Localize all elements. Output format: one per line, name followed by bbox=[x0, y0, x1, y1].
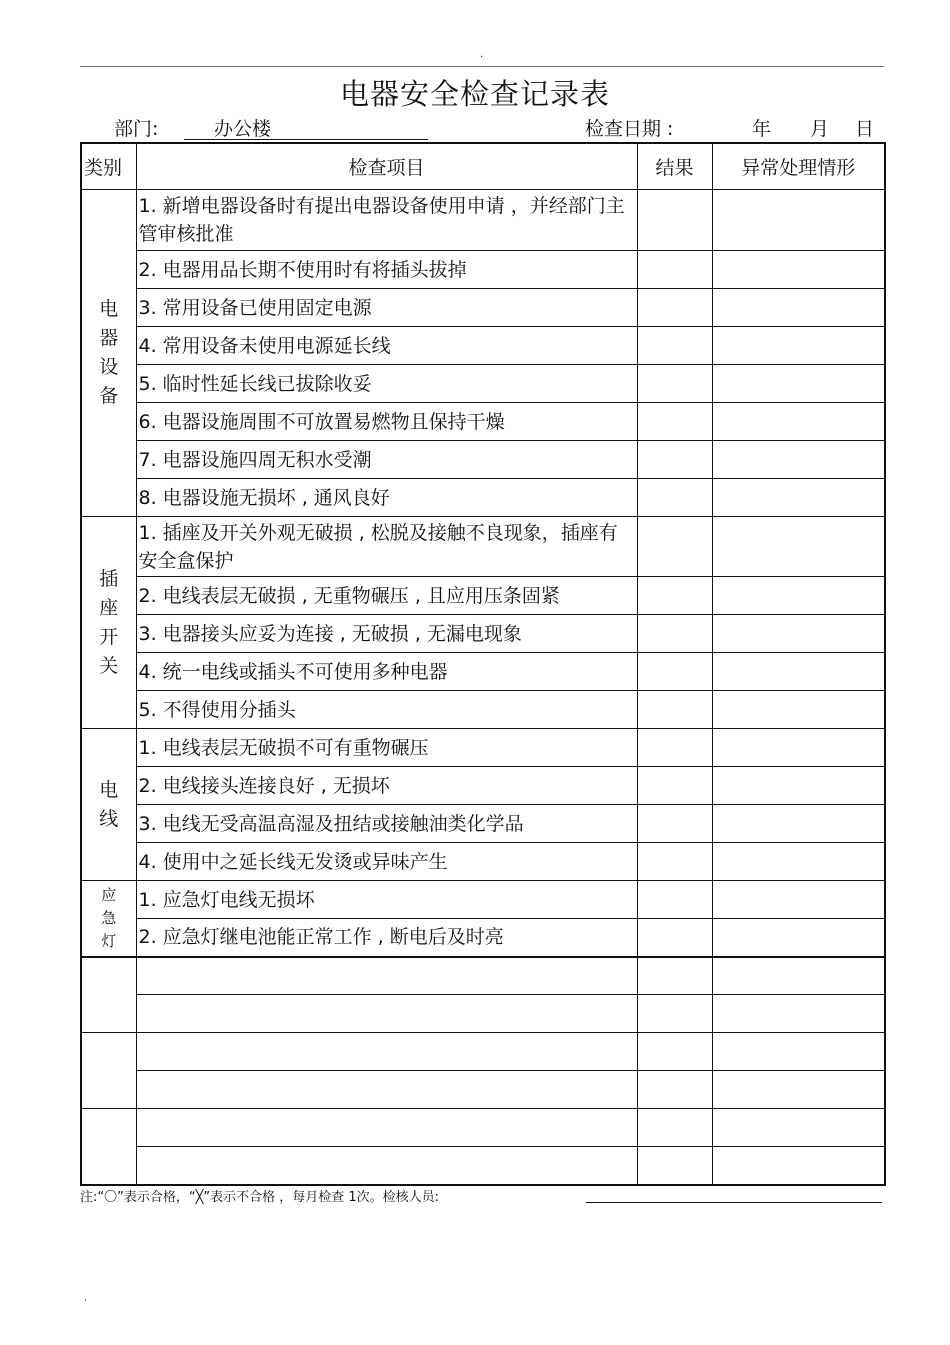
table-row bbox=[81, 805, 885, 843]
check-item: 1. 电线表层无破损不可有重物碾压 bbox=[136, 729, 637, 767]
handling-cell[interactable] bbox=[712, 653, 885, 691]
department-value[interactable]: 办公楼 bbox=[214, 118, 272, 140]
result-cell[interactable] bbox=[637, 577, 712, 615]
result-cell[interactable] bbox=[637, 1147, 712, 1185]
date-label: 检查日期 : bbox=[585, 118, 674, 140]
header-handling: 异常处理情形 bbox=[712, 143, 885, 190]
table-row bbox=[81, 441, 885, 479]
category-emergency-light: 应 急 灯 bbox=[81, 881, 136, 957]
handling-cell[interactable] bbox=[712, 691, 885, 729]
check-item: 3. 常用设备已使用固定电源 bbox=[136, 289, 637, 327]
check-item: 2. 电线接头连接良好 , 无损坏 bbox=[136, 767, 637, 805]
check-item: 4. 统一电线或插头不可使用多种电器 bbox=[136, 653, 637, 691]
check-item: 1. 新增电器设备时有提出电器设备使用申请 ，并经部门主管审核批准 bbox=[136, 190, 637, 251]
result-cell[interactable] bbox=[637, 403, 712, 441]
handling-cell[interactable] bbox=[712, 251, 885, 289]
result-cell[interactable] bbox=[637, 881, 712, 919]
table-row bbox=[81, 403, 885, 441]
check-item: 3. 电器接头应妥为连接 , 无破损 , 无漏电现象 bbox=[136, 615, 637, 653]
table-row bbox=[81, 767, 885, 805]
handling-cell[interactable] bbox=[712, 881, 885, 919]
blank-category-cell[interactable] bbox=[81, 1033, 136, 1109]
result-cell[interactable] bbox=[637, 441, 712, 479]
table-row bbox=[81, 729, 885, 767]
blank-row bbox=[81, 1033, 885, 1071]
table-row bbox=[81, 843, 885, 881]
table-row bbox=[81, 881, 885, 919]
category-socket-switch: 插 座 开 关 bbox=[81, 517, 136, 729]
blank-item-cell[interactable] bbox=[136, 1033, 637, 1071]
category-electrical-equipment: 电 器 设 备 bbox=[81, 190, 136, 517]
page-title: 电器安全检查记录表 bbox=[339, 77, 610, 111]
result-cell[interactable] bbox=[637, 729, 712, 767]
result-cell[interactable] bbox=[637, 843, 712, 881]
table-row bbox=[81, 919, 885, 957]
blank-category-cell[interactable] bbox=[81, 957, 136, 1033]
blank-row bbox=[81, 957, 885, 995]
handling-cell[interactable] bbox=[712, 1109, 885, 1147]
table-row bbox=[81, 691, 885, 729]
department-underline bbox=[184, 139, 428, 140]
result-cell[interactable] bbox=[637, 995, 712, 1033]
header-result: 结果 bbox=[637, 143, 712, 190]
result-cell[interactable] bbox=[637, 1033, 712, 1071]
handling-cell[interactable] bbox=[712, 479, 885, 517]
table-row bbox=[81, 327, 885, 365]
check-item: 5. 不得使用分插头 bbox=[136, 691, 637, 729]
handling-cell[interactable] bbox=[712, 995, 885, 1033]
blank-row bbox=[81, 1071, 885, 1109]
blank-item-cell[interactable] bbox=[136, 1109, 637, 1147]
table-row bbox=[81, 251, 885, 289]
handling-cell[interactable] bbox=[712, 190, 885, 251]
blank-item-cell[interactable] bbox=[136, 957, 637, 995]
result-cell[interactable] bbox=[637, 653, 712, 691]
result-cell[interactable] bbox=[637, 767, 712, 805]
handling-cell[interactable] bbox=[712, 365, 885, 403]
table-row bbox=[81, 577, 885, 615]
table-row bbox=[81, 289, 885, 327]
handling-cell[interactable] bbox=[712, 327, 885, 365]
check-item: 4. 使用中之延长线无发烫或异味产生 bbox=[136, 843, 637, 881]
check-item: 7. 电器设施四周无积水受潮 bbox=[136, 441, 637, 479]
blank-row bbox=[81, 1109, 885, 1147]
result-cell[interactable] bbox=[637, 1109, 712, 1147]
handling-cell[interactable] bbox=[712, 1033, 885, 1071]
handling-cell[interactable] bbox=[712, 577, 885, 615]
inspector-signature-line[interactable] bbox=[586, 1202, 882, 1203]
handling-cell[interactable] bbox=[712, 1071, 885, 1109]
check-item: 1. 应急灯电线无损坏 bbox=[136, 881, 637, 919]
result-cell[interactable] bbox=[637, 919, 712, 957]
result-cell[interactable] bbox=[637, 479, 712, 517]
result-cell[interactable] bbox=[637, 957, 712, 995]
handling-cell[interactable] bbox=[712, 441, 885, 479]
date-day[interactable]: 日 bbox=[855, 118, 875, 140]
result-cell[interactable] bbox=[637, 517, 712, 577]
blank-row bbox=[81, 1147, 885, 1185]
handling-cell[interactable] bbox=[712, 805, 885, 843]
check-item: 6. 电器设施周围不可放置易燃物且保持干燥 bbox=[136, 403, 637, 441]
table-row bbox=[81, 615, 885, 653]
blank-item-cell[interactable] bbox=[136, 1147, 637, 1185]
check-item: 4. 常用设备未使用电源延长线 bbox=[136, 327, 637, 365]
result-cell[interactable] bbox=[637, 190, 712, 251]
result-cell[interactable] bbox=[637, 691, 712, 729]
handling-cell[interactable] bbox=[712, 957, 885, 995]
footer-note: 注:“〇”表示合格，“╳”表示不合格 ，每月检查 1次。检核人员: bbox=[80, 1190, 440, 1205]
check-item: 3. 电线无受高温高湿及扭结或接触油类化学品 bbox=[136, 805, 637, 843]
table-row bbox=[81, 653, 885, 691]
check-item: 2. 应急灯继电池能正常工作 , 断电后及时亮 bbox=[136, 919, 637, 957]
result-cell[interactable] bbox=[637, 1071, 712, 1109]
handling-cell[interactable] bbox=[712, 517, 885, 577]
table-row bbox=[81, 479, 885, 517]
inspection-table bbox=[80, 142, 886, 1186]
check-item: 2. 电线表层无破损 , 无重物碾压 , 且应用压条固紧 bbox=[136, 577, 637, 615]
handling-cell[interactable] bbox=[712, 403, 885, 441]
header-row bbox=[81, 143, 885, 190]
check-item: 1. 插座及开关外观无破损 , 松脱及接触不良现象，插座有安全盒保护 bbox=[136, 517, 637, 577]
check-item: 2. 电器用品长期不使用时有将插头拔掉 bbox=[136, 251, 637, 289]
result-cell[interactable] bbox=[637, 365, 712, 403]
header-item: 检查项目 bbox=[136, 143, 637, 190]
result-cell[interactable] bbox=[637, 615, 712, 653]
handling-cell[interactable] bbox=[712, 919, 885, 957]
blank-category-cell[interactable] bbox=[81, 1109, 136, 1185]
handling-cell[interactable] bbox=[712, 843, 885, 881]
blank-item-cell[interactable] bbox=[136, 995, 637, 1033]
table-row bbox=[81, 365, 885, 403]
check-item: 8. 电器设施无损坏 , 通风良好 bbox=[136, 479, 637, 517]
handling-cell[interactable] bbox=[712, 289, 885, 327]
handling-cell[interactable] bbox=[712, 767, 885, 805]
result-cell[interactable] bbox=[637, 805, 712, 843]
handling-cell[interactable] bbox=[712, 729, 885, 767]
page-dot-top: · bbox=[480, 52, 484, 63]
result-cell[interactable] bbox=[637, 251, 712, 289]
date-month[interactable]: 月 bbox=[810, 118, 830, 140]
header-category: 类别 bbox=[81, 143, 136, 190]
table-row bbox=[81, 517, 885, 577]
category-wires: 电 线 bbox=[81, 729, 136, 881]
header-rule bbox=[80, 66, 884, 67]
handling-cell[interactable] bbox=[712, 615, 885, 653]
table-row bbox=[81, 190, 885, 251]
check-item: 5. 临时性延长线已拔除收妥 bbox=[136, 365, 637, 403]
blank-row bbox=[81, 995, 885, 1033]
result-cell[interactable] bbox=[637, 327, 712, 365]
date-year[interactable]: 年 bbox=[752, 118, 772, 140]
handling-cell[interactable] bbox=[712, 1147, 885, 1185]
page-dot-bottom: · bbox=[84, 1296, 88, 1307]
department-label: 部门: bbox=[114, 118, 159, 140]
blank-item-cell[interactable] bbox=[136, 1071, 637, 1109]
result-cell[interactable] bbox=[637, 289, 712, 327]
